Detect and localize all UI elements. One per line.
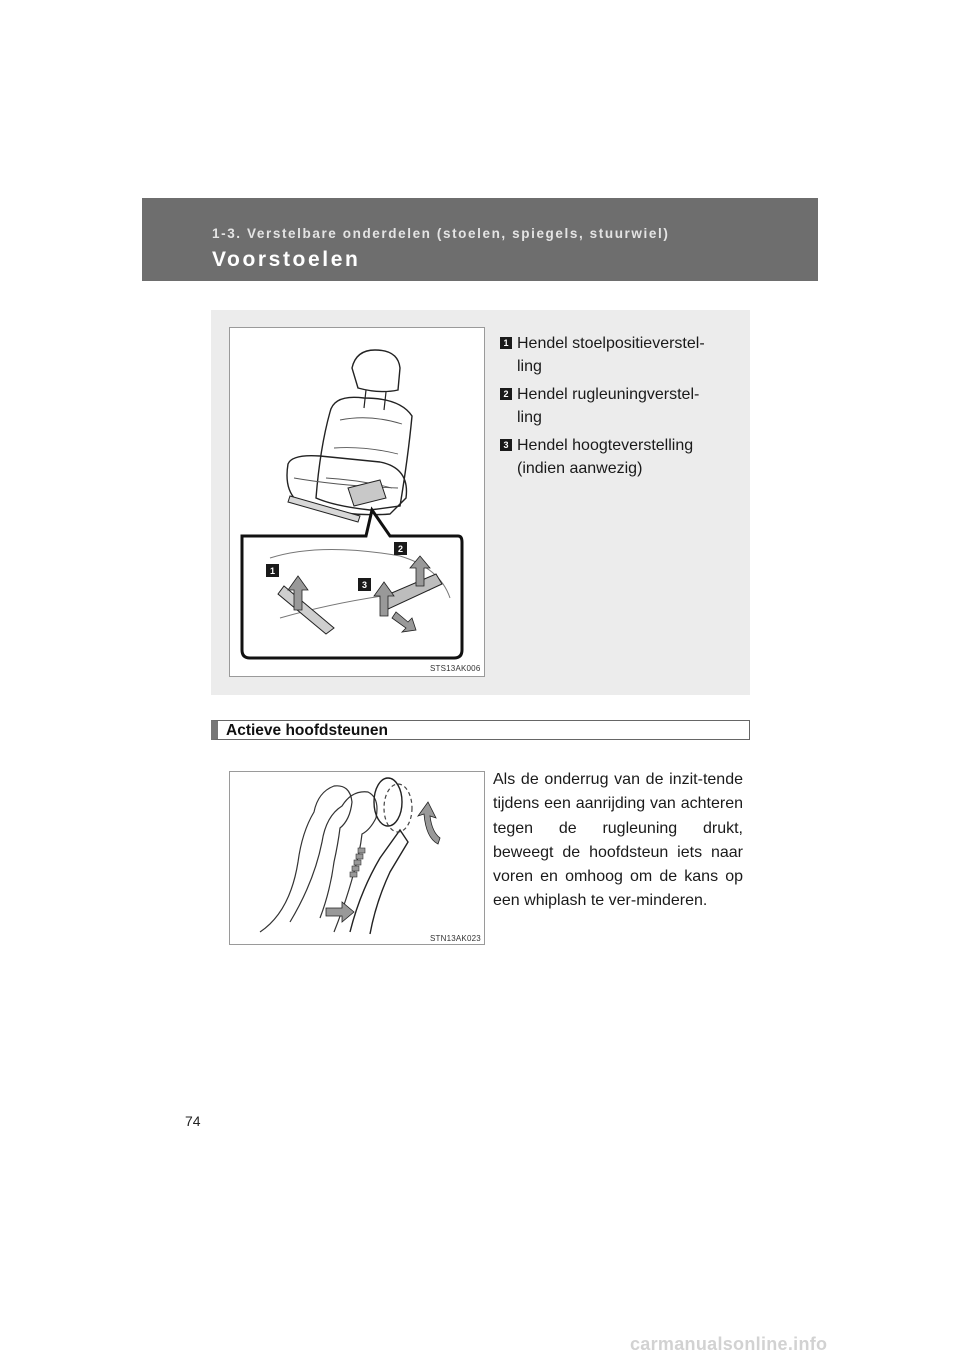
seat-illustration <box>229 327 485 677</box>
legend-item <box>500 383 740 429</box>
section-subheading <box>211 720 750 740</box>
number-badge: 3 <box>500 439 512 451</box>
lever-legend <box>500 332 740 485</box>
legend-text: Hendel rugleuningverstel- ling <box>517 386 700 426</box>
headrest-description: Als de onderrug van de inzit-tende tijdens een aanrijding van achteren tegen de rugleuning drukt, beweegt de hoofdsteun iets naar voren en omhoog om de kans op een whiplash te ver-minderen. <box>493 771 743 910</box>
headrest-drawing <box>230 772 484 944</box>
callout-2: 2 <box>397 544 404 554</box>
seat-drawing <box>230 328 484 676</box>
legend-text: Hendel stoelpositieverstel- ling <box>517 335 705 375</box>
subheading-text: Actieve hoofdsteunen <box>226 722 388 739</box>
chapter-header <box>142 198 818 281</box>
legend-item <box>500 332 740 378</box>
number-badge: 2 <box>500 388 512 400</box>
legend-text: Hendel hoogteverstelling (indien aanwezig) <box>517 437 694 477</box>
callout-3: 3 <box>361 580 368 590</box>
watermark: carmanualsonline.info <box>630 1334 828 1354</box>
page-number: 74 <box>185 1113 201 1129</box>
section-title: 1-3. Verstelbare onderdelen (stoelen, spiegels, stuurwiel) <box>212 226 670 241</box>
page-title: Voorstoelen <box>212 248 361 271</box>
figure-code: STS13AK006 <box>430 664 481 673</box>
figure-code: STN13AK023 <box>430 934 481 943</box>
legend-item <box>500 434 740 480</box>
number-badge: 1 <box>500 337 512 349</box>
headrest-illustration <box>229 771 485 945</box>
callout-1: 1 <box>269 566 276 576</box>
